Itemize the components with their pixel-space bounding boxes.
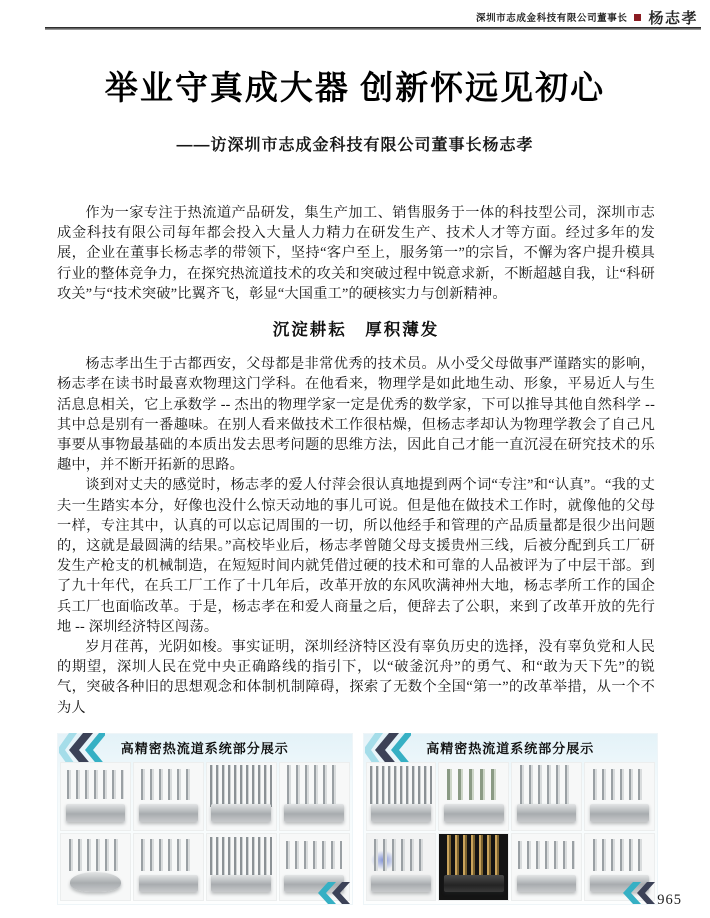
- double-chevron-left-icon: [619, 882, 655, 904]
- photo-grid: [366, 762, 656, 901]
- product-photo: [366, 762, 437, 831]
- product-photo: [133, 833, 204, 902]
- product-photo: [511, 762, 582, 831]
- header-divider-line: [45, 27, 701, 30]
- gallery-panel-right: [363, 733, 659, 905]
- product-photo: [438, 762, 509, 831]
- gallery-caption: 高精密热流道系统部分展示: [120, 741, 289, 756]
- gallery-panel-left: [57, 733, 353, 905]
- product-photo: [511, 833, 582, 902]
- header-person-name: 杨志孝: [648, 9, 698, 27]
- section-heading: 沉淀耕耘 厚积薄发: [272, 321, 440, 340]
- article-title: 举业守真成大器 创新怀远见初心: [104, 71, 606, 107]
- product-photo: [584, 762, 655, 831]
- gallery-caption: 高精密热流道系统部分展示: [426, 741, 595, 756]
- body-paragraph: 岁月荏苒，光阴如梭。事实证明，深圳经济特区没有辜负历史的选择，没有辜负党和人民的期望，深圳人民在党中央正确路线的指引下，以“破釜沉舟”的勇气、和“敢为天下先”的锐气，突破各种旧的思想观念和体制机制障碍，探索了无数个全国“第一”的改革举措，从一个不为人: [57, 639, 655, 716]
- double-chevron-left-icon: [314, 882, 350, 904]
- product-photo: [206, 762, 277, 831]
- product-photo: [133, 762, 204, 831]
- body-paragraph: 杨志孝出生于古都西安，父母都是非常优秀的技术员。从小受父母做事严谨踏实的影响，杨志孝在读书时最喜欢物理这门学科。在他看来，物理学是如此地生动、形象，平易近人与生活息息相关，它上承数学 -- 杰出的物理学家一定是优秀的数学家，下可以推导其他自然科学 -- 其中总是别有一番趣味。在别人看来做技术工作很枯燥，但杨志孝却认为物理学教会了自己凡事要从事物最基础的本质出发去思考问题的思维方法，因此自己才能一直沉浸在研究技术的乐趣中，并不断开拓新的思路。: [57, 356, 655, 474]
- body-paragraph: 谈到对丈夫的感觉时，杨志孝的爱人付萍会很认真地提到两个词“专注”和“认真”。“我的丈夫一生踏实本分，好像也没什么惊天动地的事儿可说。但是他在做技术工作时，就像他的父母一样，专注其中，认真的可以忘记周围的一切，所以他经手和管理的产品质量都是很少出问题的，这就是最圆满的结果。”高校毕业后，杨志孝曾随父母支援贵州三线，后被分配到兵工厂研发生产枪支的机械制造，在短短时间内就凭借过硬的技术和可靠的人品被评为了中层干部。到了九十年代，在兵工厂工作了十几年后，改革开放的东风吹满神州大地，杨志孝所工作的国企兵工厂也面临改革。于是，杨志孝在和爱人商量之后，便辞去了公职，来到了改革开放的先行地 -- 深圳经济特区闯荡。: [57, 477, 655, 635]
- product-photo: [206, 833, 277, 902]
- page-number: 965: [657, 892, 682, 908]
- product-photo: [279, 762, 350, 831]
- photo-galleries: [57, 733, 658, 905]
- body-paragraph: 作为一家专注于热流道产品研发，集生产加工、销售服务于一体的科技型公司，深圳市志成金科技有限公司每年都会投入大量人力精力在研发生产、技术人才等方面。经过多年的发展，企业在董事长杨志孝的带领下，坚持“客户至上，服务第一”的宗旨，不懈为客户提升模具行业的整体竞争力，在探究热流道技术的攻关和突破过程中锐意求新，不断超越自我，让“科研攻关”与“技术突破”比翼齐飞，彰显“大国重工”的硬核实力与创新精神。: [57, 205, 655, 302]
- page-header: [476, 8, 698, 26]
- article-subtitle: ——访深圳市志成金科技有限公司董事长杨志孝: [176, 137, 534, 154]
- product-photo: [438, 833, 509, 902]
- photo-grid: [60, 762, 350, 901]
- article-body: [57, 203, 655, 718]
- product-photo: [60, 833, 131, 902]
- product-photo: [60, 762, 131, 831]
- product-photo: [366, 833, 437, 902]
- red-square-icon: [634, 14, 641, 21]
- header-company-title: 深圳市志成金科技有限公司董事长: [475, 13, 628, 24]
